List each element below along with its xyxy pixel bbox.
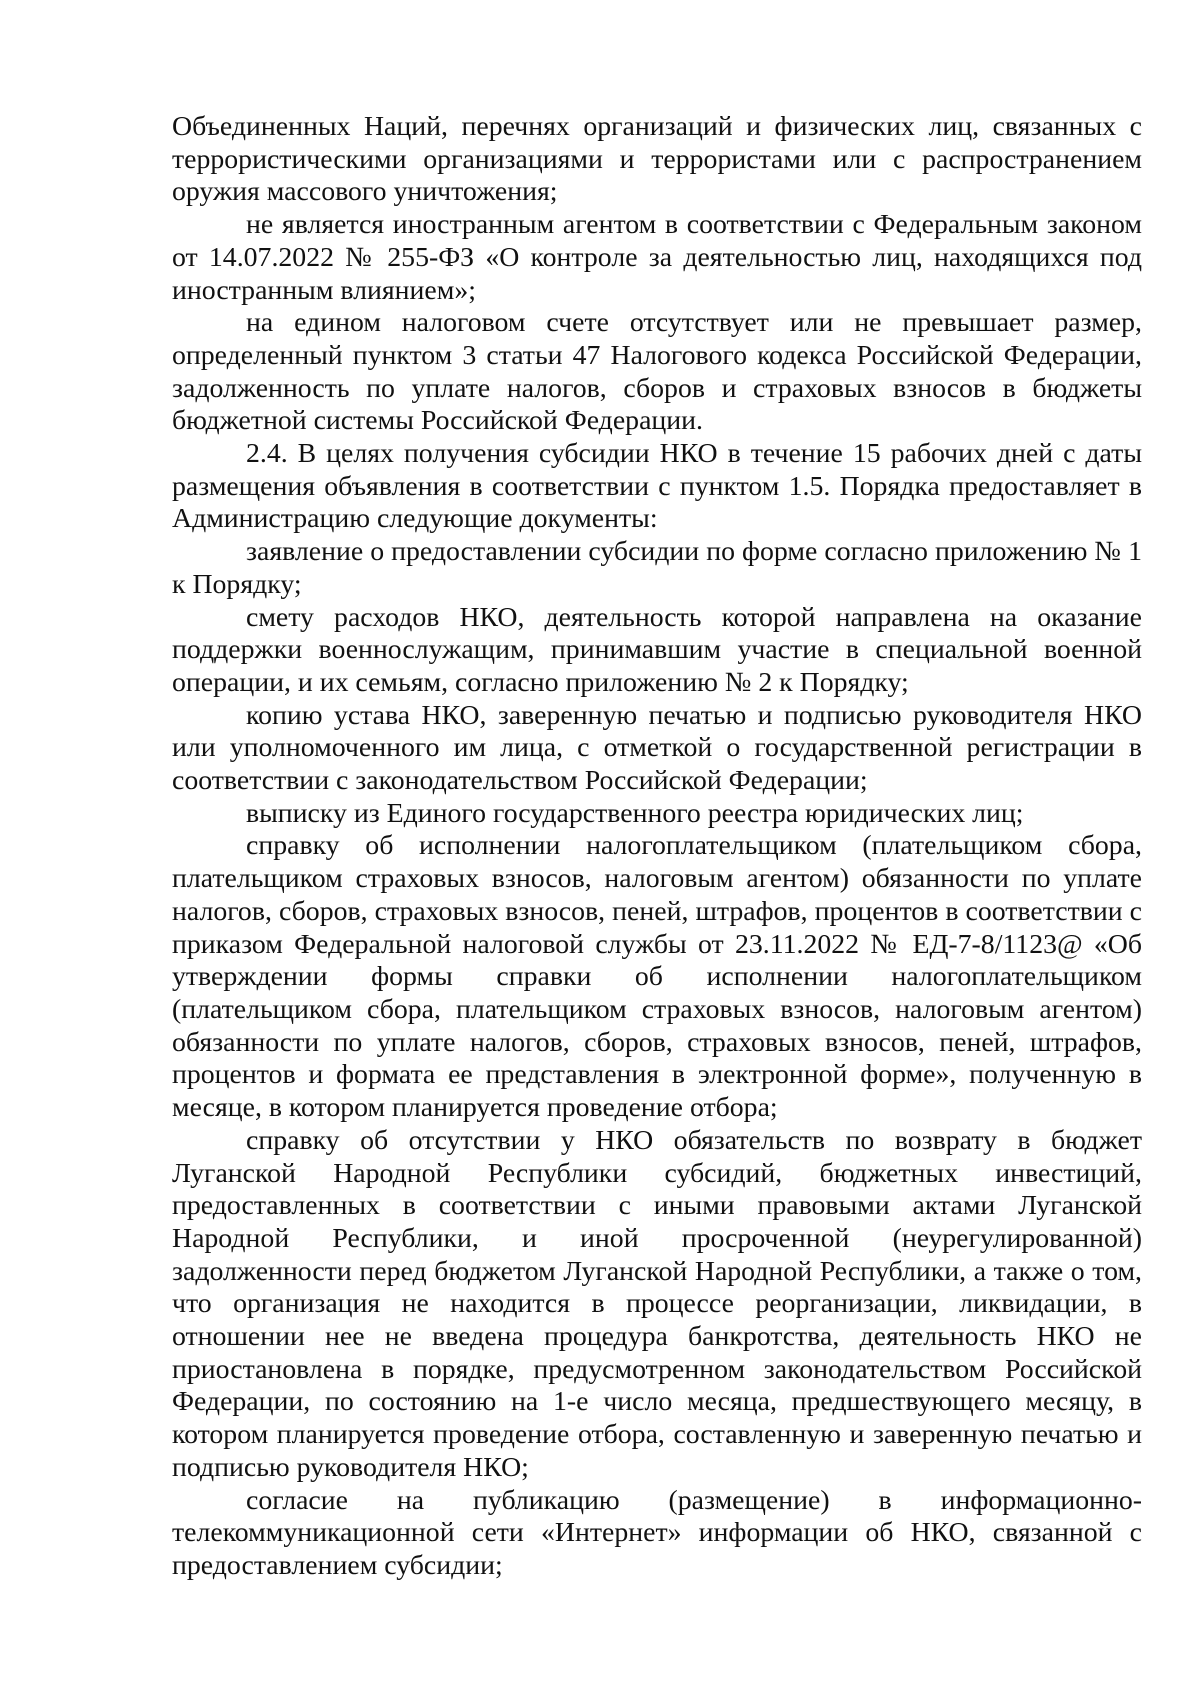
list-item-cost-estimate: смету расходов НКО, деятельность которой направлена на оказание поддержки военнослужащим, принимавшим участие в специальной военной операции, и их семьям, согласно приложению № 2 к Порядку; — [172, 601, 1142, 698]
list-item-application: заявление о предоставлении субсидии по форме согласно приложению № 1 к Порядку; — [172, 536, 1142, 600]
paragraph-foreign-agent: не является иностранным агентом в соответствии с Федеральным законом от 14.07.2022 № 255-ФЗ «О контроле за деятельностью лиц, находящихся под иностранным влиянием»; — [172, 209, 1142, 306]
list-item-registry-extract: выписку из Единого государственного реестра юридических лиц; — [246, 797, 1024, 829]
document-body — [172, 111, 1142, 1583]
list-item-no-obligations-certificate: справку об отсутствии у НКО обязательств по возврату в бюджет Луганской Народной Республики субсидий, бюджетных инвестиций, предоставленных в соответствии с иными правовыми актами Луганской Народной Республики, и иной просроченной (неурегулированной) задолженности перед бюджетом Луганской Народной Республики, а также о том, что организация не находится в процессе реорганизации, ликвидации, в отношении нее не введена процедура банкротства, деятельность НКО не приостановлена в порядке, предусмотренном законодательством Российской Федерации, по состоянию на 1-е число месяца, предшествующего месяцу, в котором планируется проведение отбора, составленную и заверенную печатью и подписью руководителя НКО; — [172, 1124, 1142, 1483]
paragraph-continuation: Объединенных Наций, перечнях организаций и физических лиц, связанных с террористическими организациями и террористами или с распространением оружия массового уничтожения; — [172, 111, 1142, 208]
paragraph-tax-debt: на едином налоговом счете отсутствует или не превышает размер, определенный пунктом 3 статьи 47 Налогового кодекса Российской Федерации, задолженность по уплате налогов, сборов и страховых взносов в бюджеты бюджетной системы Российской Федерации. — [172, 307, 1142, 437]
list-item-tax-certificate: справку об исполнении налогоплательщиком (плательщиком сбора, плательщиком страховых взносов, налоговым агентом) обязанности по уплате налогов, сборов, страховых взносов, пеней, штрафов, процентов в соответствии с приказом Федеральной налоговой службы от 23.11.2022 № ЕД-7-8/1123@ «Об утверждении формы справки об исполнении налогоплательщиком (плательщиком сбора, плательщиком страховых взносов, налоговым агентом) обязанности по уплате налогов, сборов, страховых взносов, пеней, штрафов, процентов и формата ее представления в электронной форме», полученную в месяце, в котором планируется проведение отбора; — [172, 830, 1142, 1124]
list-item-charter-copy: копию устава НКО, заверенную печатью и подписью руководителя НКО или уполномоченного им лица, с отметкой о государственной регистрации в соответствии с законодательством Российской Федерации; — [172, 699, 1142, 797]
list-item-publication-consent: согласие на публикацию (размещение) в информационно-телекоммуникационной сети «Интернет» информации об НКО, связанной с предоставлением субсидии; — [172, 1484, 1142, 1581]
paragraph-section-2-4: 2.4. В целях получения субсидии НКО в течение 15 рабочих дней с даты размещения объявления в соответствии с пунктом 1.5. Порядка предоставляет в Администрацию следующие документы: — [172, 438, 1142, 535]
